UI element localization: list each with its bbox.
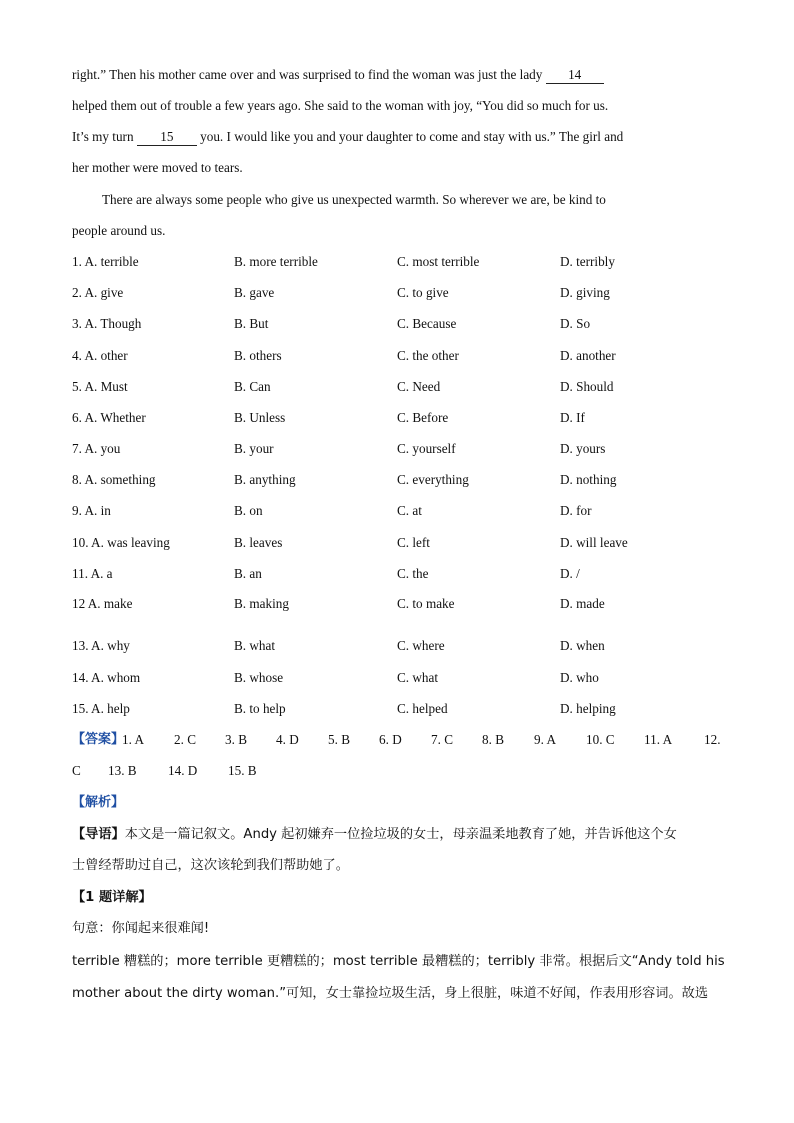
question-row [72,347,732,365]
question-1-detail-tag: 【1 题详解】 [72,890,152,905]
passage-text: you. I would like you and your daughter to come and stay with us.” The girl and [200,129,624,144]
option-a: 13. A. why [72,638,130,653]
question-row [72,700,732,718]
option-d: D. Should [560,379,614,394]
answer-item: 12. [704,732,721,747]
option-b: B. Unless [234,410,286,425]
option-c: C. everything [397,472,469,487]
question-row [72,284,732,302]
option-d: D. nothing [560,472,617,487]
option-a: 11. A. a [72,566,113,581]
guide-line-2: 士曾经帮助过自己，这次该轮到我们帮助她了。 [72,858,349,873]
answer-item: 4. D [276,732,299,747]
option-a: 8. A. something [72,472,156,487]
answer-item: 5. B [328,732,350,747]
option-c: C. to make [397,596,455,611]
option-c: C. Because [397,316,457,331]
answer-item: 6. D [379,732,402,747]
option-a: 2. A. give [72,285,124,300]
option-a: 14. A. whom [72,670,141,685]
question-row [72,409,732,427]
answer-item: 8. B [482,732,504,747]
option-c: C. yourself [397,441,456,456]
passage-paragraph-2-line-1: There are always some people who give us unexpected warmth. So wherever we are, be kind to [102,192,606,207]
option-d: D. another [560,348,616,363]
answer-item: 10. C [586,732,615,747]
option-a: 6. A. Whether [72,410,146,425]
option-d: D. when [560,638,605,653]
option-b: B. Can [234,379,271,394]
option-a: 1. A. terrible [72,254,139,269]
option-d: D. helping [560,701,616,716]
option-a: 5. A. Must [72,379,128,394]
passage-line-4: her mother were moved to tears. [72,160,243,175]
option-b: B. But [234,316,269,331]
option-c: C. where [397,638,445,653]
passage-paragraph-2-line-2: people around us. [72,223,166,238]
option-a: 10. A. was leaving [72,535,170,550]
option-a: 3. A. Though [72,316,142,331]
question-row [72,315,732,333]
option-c: C. helped [397,701,448,716]
option-c: C. left [397,535,430,550]
answer-item: 13. B [108,763,137,778]
blank-15: 15 [137,129,197,146]
question-row [72,565,732,583]
option-b: B. anything [234,472,296,487]
explanation-text: mother about the dirty woman.”可知，女士靠捡垃圾生活，身上很脏，味道不好闻，作表用形容词。故选 [72,986,709,1001]
guide-line-1 [72,825,677,844]
option-c: C. what [397,670,439,685]
question-row [72,637,732,655]
option-c: C. the [397,566,429,581]
option-b: B. more terrible [234,254,318,269]
option-b: B. leaves [234,535,283,550]
question-row [72,253,732,271]
answer-item: 3. B [225,732,247,747]
passage-line-3 [72,128,623,146]
passage-text: It’s my turn [72,129,134,144]
option-a: 12 A. make [72,596,133,611]
answer-item: 14. D [168,763,198,778]
question-1-meaning: 句意：你闻起来很难闻! [72,921,210,936]
option-a: 7. A. you [72,441,121,456]
answer-item: C [72,763,81,778]
answer-item: 9. A [534,732,556,747]
option-b: B. on [234,503,263,518]
option-a: 9. A. in [72,503,111,518]
question-1-explanation-line-2 [72,984,708,1003]
option-b: B. your [234,441,274,456]
answer-item: 1. A [122,732,144,747]
option-b: B. whose [234,670,284,685]
option-c: C. most terrible [397,254,480,269]
option-d: D. made [560,596,605,611]
answer-item: 7. C [431,732,453,747]
answer-row-1 [72,731,732,749]
answer-item: 15. B [228,763,257,778]
option-a: 15. A. help [72,701,130,716]
option-d: D. yours [560,441,606,456]
option-c: C. Before [397,410,449,425]
question-row [72,669,732,687]
passage-text: right.” Then his mother came over and was surprised to find the woman was just the lady [72,67,543,82]
answer-item: 11. A [644,732,673,747]
question-row [72,534,732,552]
question-row [72,471,732,489]
option-d: D. for [560,503,592,518]
option-b: B. to help [234,701,286,716]
option-d: D. If [560,410,585,425]
blank-14: 14 [546,67,604,84]
passage-line-2: helped them out of trouble a few years ago. She said to the woman with joy, “You did so much for us. [72,98,609,113]
question-row [72,502,732,520]
option-a: 4. A. other [72,348,128,363]
option-b: B. what [234,638,276,653]
option-c: C. at [397,503,422,518]
option-c: C. the other [397,348,459,363]
option-d: D. / [560,566,580,581]
answer-item: 2. C [174,732,196,747]
option-b: B. gave [234,285,275,300]
question-row [72,595,732,613]
explanation-text: terrible 糟糕的；more terrible 更糟糕的；most terrible 最糟糕的；terribly 非常。根据后文“Andy told his [72,954,725,969]
analysis-tag: 【解析】 [72,795,125,810]
option-d: D. So [560,316,591,331]
answer-row-2 [72,762,732,780]
option-b: B. others [234,348,282,363]
passage-line-1 [72,66,604,84]
option-b: B. an [234,566,262,581]
option-d: D. will leave [560,535,628,550]
option-d: D. giving [560,285,610,300]
question-1-explanation-line-1 [72,952,725,971]
question-row [72,378,732,396]
option-d: D. terribly [560,254,615,269]
option-c: C. to give [397,285,449,300]
answer-tag: 【答案】 [72,732,125,747]
guide-tag: 【导语】 [72,827,125,842]
question-row [72,440,732,458]
guide-text: 本文是一篇记叙文。Andy 起初嫌弃一位捡垃圾的女士，母亲温柔地教育了她，并告诉他这个女 [124,827,677,842]
option-b: B. making [234,596,289,611]
option-d: D. who [560,670,599,685]
option-c: C. Need [397,379,441,394]
